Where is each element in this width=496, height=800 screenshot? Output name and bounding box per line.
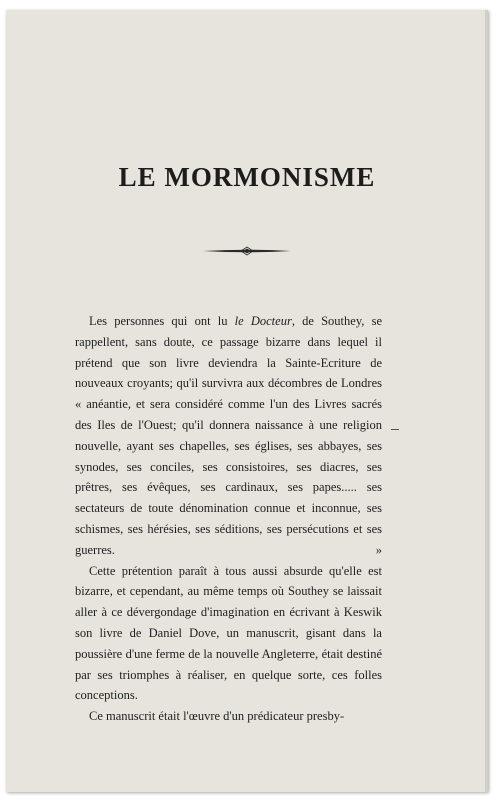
paragraph-3: Ce manuscrit était l'œuvre d'un prédicateur presby- bbox=[89, 709, 345, 724]
paragraph-1-rest: , de Southey, se rappellent, sans doute, ce passage bizarre dans lequel il prétend que son livre deviendra la Sainte-Ecriture de nouveaux croyants; qu'il survivra aux décombres de Londres « anéantie, et sera considéré comme l'un des Livres sacrés des Iles de l'Ouest; qu'il donnera naissance à une religion nouvelle, ayant ses chapelles, ses églises, ses abbayes, ses synodes, ses conciles, ses consistoires, ses diacres, ses prêtres, ses évêques, ses cardinaux, ses papes..... ses sectateurs de toute dénomination connue et inconnue, ses schismes, ses hérésies, ses séditions, ses persécutions et ses guerres. » bbox=[75, 314, 382, 557]
body-text bbox=[75, 311, 382, 727]
ornament-divider-icon bbox=[201, 245, 293, 257]
page-title: LE MORMONISME bbox=[118, 162, 376, 192]
book-page bbox=[6, 10, 488, 792]
book-title-italic: le Docteur bbox=[234, 314, 292, 328]
margin-mark bbox=[391, 429, 399, 430]
paragraph-1-start: Les personnes qui ont lu bbox=[89, 314, 235, 328]
paragraph-1 bbox=[75, 311, 382, 561]
paragraph-2: Cette prétention paraît à tous aussi absurde qu'elle est bizarre, et cependant, au même temps où Southey se laissait aller à ce dévergondage d'imagination en écrivant à Keswik son livre de Daniel Dove, un manuscrit, gisant dans la poussière d'une ferme de la nouvelle Angleterre, était destiné par ses triomphes à réaliser, en quelque sorte, ces folles conceptions. bbox=[75, 563, 382, 703]
